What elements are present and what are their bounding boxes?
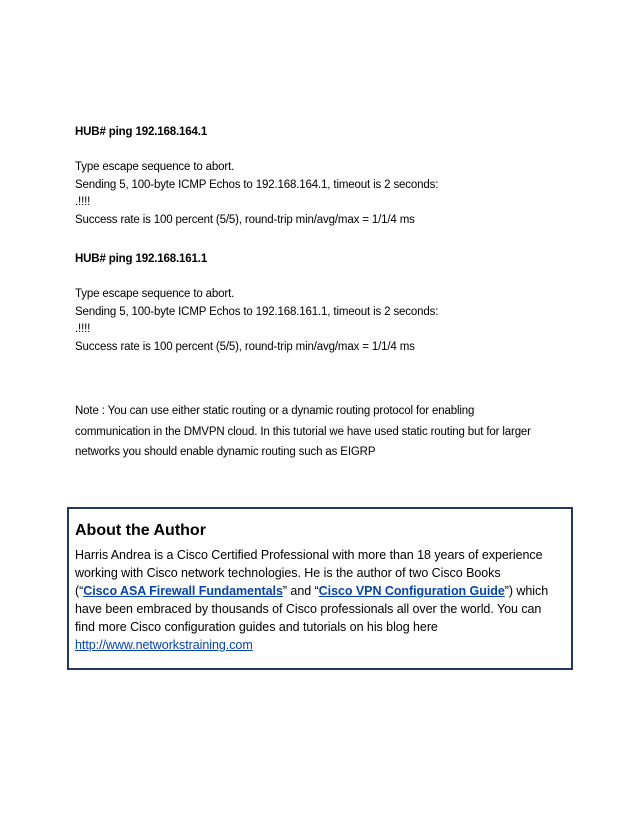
about-author-body — [75, 546, 565, 654]
ping-output-block-2 — [75, 251, 595, 356]
blank-line — [75, 142, 595, 160]
ping-output-line: .!!!! — [75, 323, 91, 335]
ping-output-block-1 — [75, 124, 595, 229]
author-bio-line: Harris Andrea is a Cisco Certified Professional with more than 18 years of experience — [75, 548, 543, 562]
ping-output-line: Type escape sequence to abort. — [75, 288, 235, 300]
ping-command-2: HUB# ping 192.168.161.1 — [75, 253, 208, 265]
quote-open: (“ — [75, 584, 84, 598]
routing-note — [75, 401, 585, 463]
note-line: Note : You can use either static routing or a dynamic routing protocol for enabling — [75, 405, 475, 417]
author-books-line — [75, 582, 565, 600]
book-link-vpn-guide[interactable]: Cisco VPN Configuration Guide — [318, 584, 505, 598]
author-bio-line: find more Cisco configuration guides and tutorials on his blog here — [75, 620, 438, 634]
ping-output-line: Sending 5, 100-byte ICMP Echos to 192.168.161.1, timeout is 2 seconds: — [75, 305, 439, 318]
ping-output-line: Success rate is 100 percent (5/5), round-trip min/avg/max = 1/1/4 ms — [75, 213, 415, 226]
ping-output-line: Success rate is 100 percent (5/5), round-trip min/avg/max = 1/1/4 ms — [75, 340, 415, 353]
ping-output-line: .!!!! — [75, 196, 91, 208]
book-link-asa-firewall[interactable]: Cisco ASA Firewall Fundamentals — [83, 584, 283, 598]
ping-command-1: HUB# ping 192.168.164.1 — [75, 126, 208, 138]
blank-line — [75, 269, 595, 287]
author-bio-line: working with Cisco network technologies. He is the author of two Cisco Books — [75, 566, 501, 580]
quote-close: ”) which — [504, 584, 549, 598]
about-author-title: About the Author — [75, 522, 206, 539]
about-author-box — [67, 507, 573, 670]
ping-output-line: Type escape sequence to abort. — [75, 161, 235, 173]
quote-mid: ” and “ — [282, 584, 319, 598]
note-line: networks you should enable dynamic routing such as EIGRP — [75, 446, 376, 458]
ping-output-line: Sending 5, 100-byte ICMP Echos to 192.168.164.1, timeout is 2 seconds: — [75, 178, 439, 191]
author-bio-line: have been embraced by thousands of Cisco professionals all over the world. You can — [75, 602, 542, 616]
blog-url-link[interactable]: http://www.networkstraining.com — [75, 638, 253, 652]
note-line: communication in the DMVPN cloud. In this tutorial we have used static routing but for larger — [75, 425, 531, 438]
